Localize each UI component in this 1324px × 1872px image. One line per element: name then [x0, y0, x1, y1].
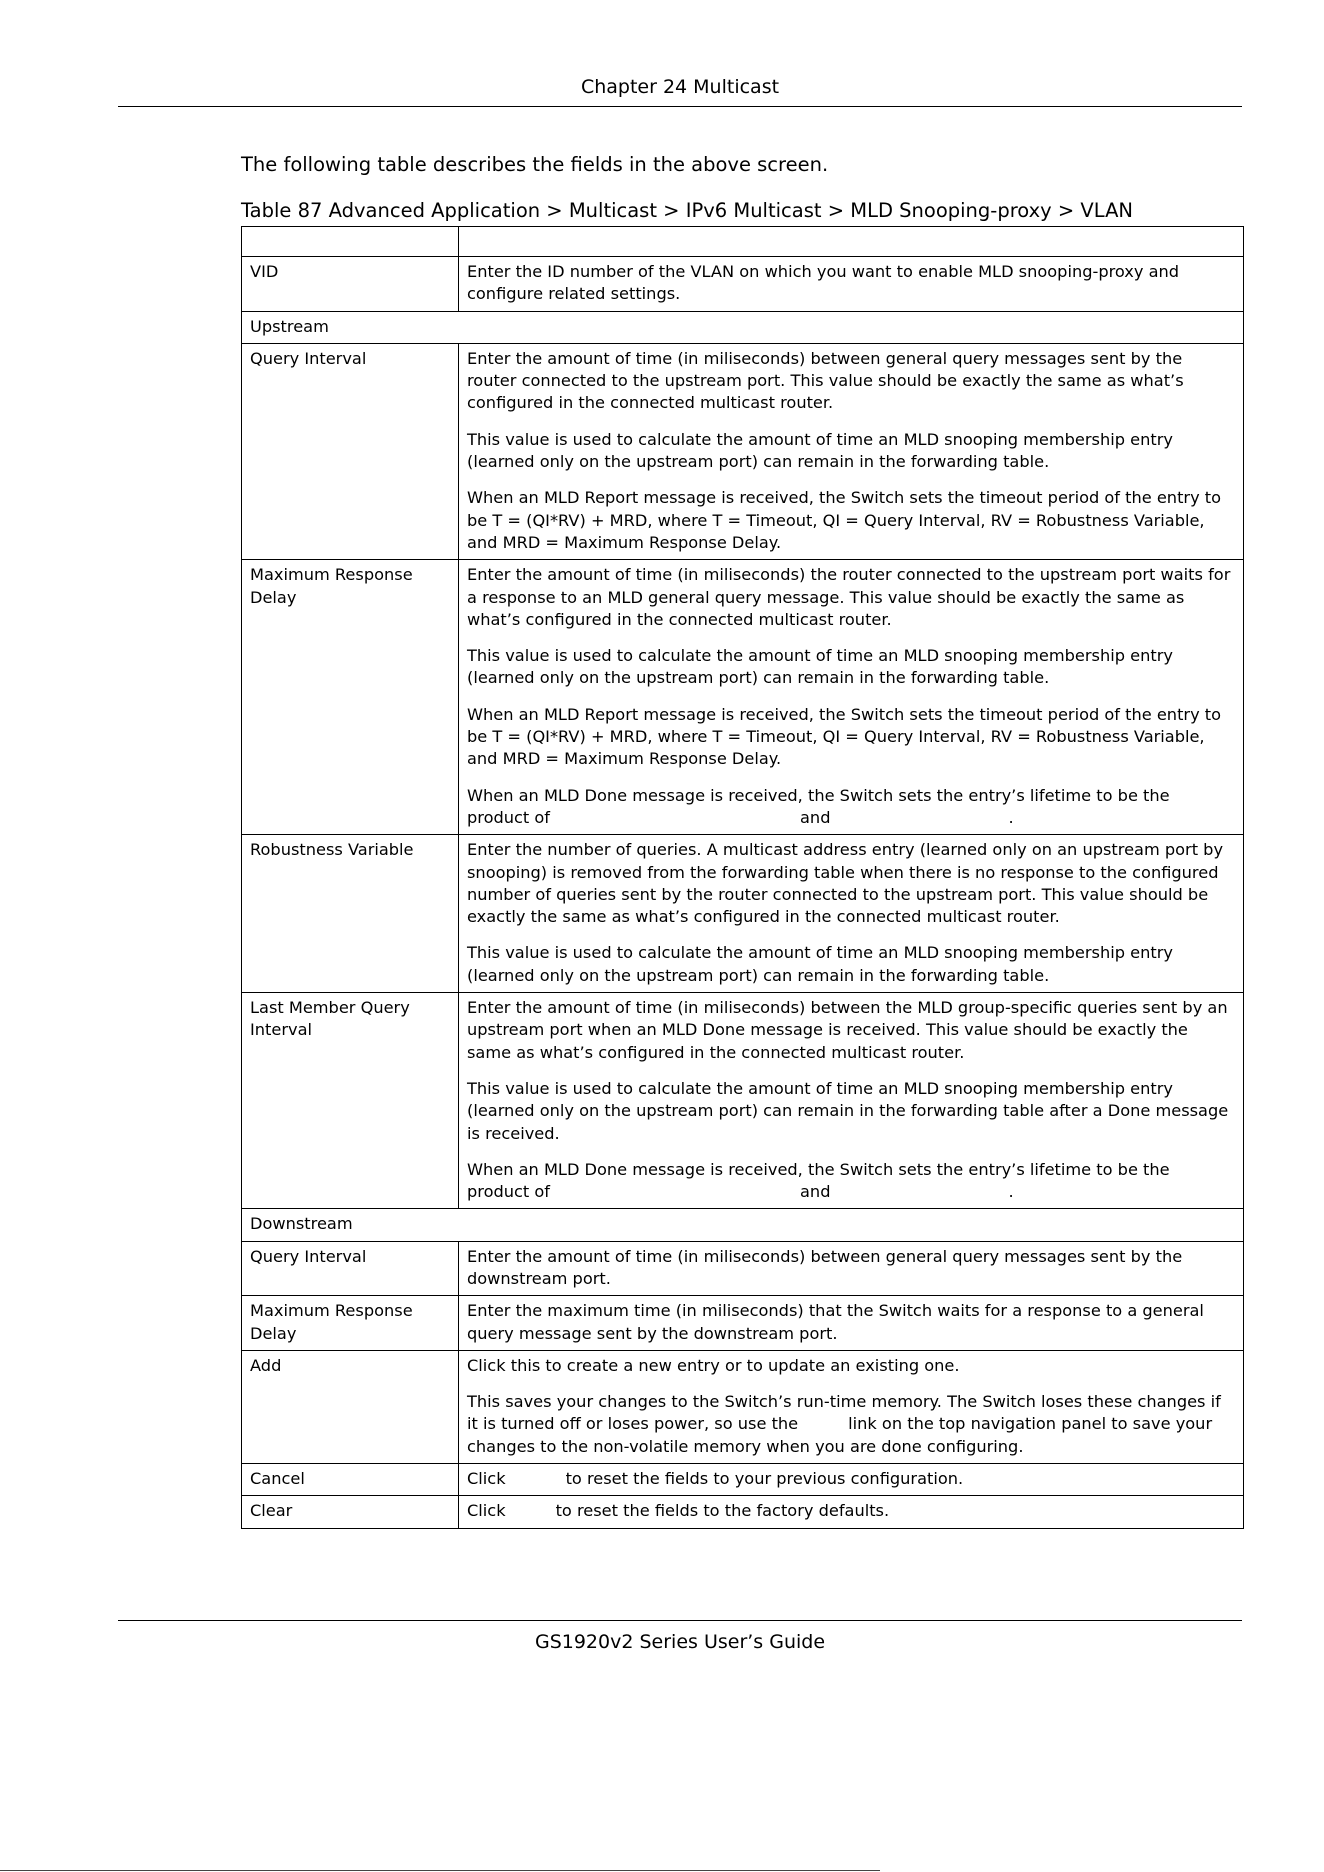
table-caption: Table 87 Advanced Application > Multicast > IPv6 Multicast > MLD Snooping-proxy > VLAN	[241, 199, 1134, 222]
text-run: .	[1008, 807, 1014, 827]
text-run: link on the top navigation panel to save your changes to the non-volatile memory when you are done configuring.	[467, 1414, 1213, 1456]
field-description	[459, 560, 1244, 835]
description-paragraph: Enter the number of queries. A multicast address entry (learned only on an upstream port by snooping) is removed from the forwarding table when there is no response to the configured number of queries sent by the router connected to the upstream port. This value should be exactly the same as what’s configured in the connected multicast router.	[467, 840, 1224, 927]
description-paragraph: This value is used to calculate the amount of time an MLD snooping membership entry (learned only on the upstream port) can remain in the forwarding table after a Done message is received.	[467, 1078, 1229, 1143]
description-paragraph	[467, 1391, 1235, 1458]
page-header	[118, 74, 1242, 107]
section-row	[242, 1209, 1244, 1241]
table-row	[242, 1296, 1244, 1351]
text-run: Click	[467, 1501, 506, 1521]
text-run: This saves your changes to the Switch’s run-time memory. The Switch loses these changes if it is turned off or loses power, so use the	[467, 1392, 1221, 1434]
field-label: Query Interval	[242, 343, 459, 559]
description-paragraph: Enter the amount of time (in miliseconds) between general query messages sent by the router connected to the upstream port. This value should be exactly the same as what’s configured in the connected multicast router.	[467, 348, 1184, 413]
scan-edge-divider	[0, 1870, 880, 1871]
section-label-downstream: Downstream	[242, 1209, 1244, 1241]
field-label: VID	[242, 257, 459, 312]
table-row	[242, 343, 1244, 559]
description-paragraph	[467, 785, 1235, 830]
field-label: Maximum Response Delay	[242, 560, 459, 835]
description-paragraph: Enter the amount of time (in miliseconds) the router connected to the upstream port waits for a response to an MLD general query message. This value should be exactly the same as what’s configured in the connected multicast router.	[467, 565, 1231, 629]
intro-text: The following table describes the fields in the above screen.	[241, 153, 829, 176]
section-label-upstream: Upstream	[242, 311, 1244, 343]
chapter-title: Chapter 24 Multicast	[580, 76, 780, 98]
text-run: to reset the fields to the factory defaults.	[555, 1501, 890, 1521]
field-description	[459, 1464, 1244, 1496]
table-row	[242, 1350, 1244, 1463]
guide-title: GS1920v2 Series User’s Guide	[534, 1631, 826, 1653]
text-run: and	[800, 807, 831, 827]
field-label: Cancel	[242, 1464, 459, 1496]
field-description	[459, 993, 1244, 1209]
text-run: and	[800, 1182, 831, 1202]
text-run: When an MLD Done message is received, the Switch sets the entry’s lifetime to be the product of	[467, 785, 1170, 827]
table-row	[242, 1241, 1244, 1296]
header-description-cell	[459, 227, 1244, 257]
page-footer	[118, 1620, 1242, 1653]
table-row	[242, 993, 1244, 1209]
text-run: to reset the fields to your previous configuration.	[565, 1469, 964, 1489]
field-label: Add	[242, 1350, 459, 1463]
table-header-row	[242, 227, 1244, 257]
section-row	[242, 311, 1244, 343]
table-row	[242, 835, 1244, 993]
table-row	[242, 1496, 1244, 1528]
description-paragraph: This value is used to calculate the amount of time an MLD snooping membership entry (learned only on the upstream port) can remain in the forwarding table.	[467, 646, 1173, 688]
field-description	[459, 1350, 1244, 1463]
text-run: .	[1008, 1182, 1014, 1202]
field-label: Query Interval	[242, 1241, 459, 1296]
description-paragraph: When an MLD Report message is received, the Switch sets the timeout period of the entry to be T = (QI*RV) + MRD, where T = Timeout, QI = Query Interval, RV = Robustness Variable, and MRD = Maximum Response Delay.	[467, 704, 1222, 769]
text-run: When an MLD Done message is received, the Switch sets the entry’s lifetime to be the product of	[467, 1159, 1170, 1202]
field-description: Enter the ID number of the VLAN on which you want to enable MLD snooping-proxy and configure related settings.	[459, 257, 1244, 312]
description-paragraph: This value is used to calculate the amount of time an MLD snooping membership entry (learned only on the upstream port) can remain in the forwarding table.	[467, 429, 1173, 472]
description-paragraph: When an MLD Report message is received, the Switch sets the timeout period of the entry to be T = (QI*RV) + MRD, where T = Timeout, QI = Query Interval, RV = Robustness Variable, and MRD = Maximum Response Delay.	[467, 488, 1222, 552]
field-description	[459, 343, 1244, 559]
field-description	[459, 1496, 1244, 1528]
header-label-cell	[242, 227, 459, 257]
description-paragraph	[467, 1159, 1235, 1204]
description-paragraph: Enter the amount of time (in miliseconds) between the MLD group-specific queries sent by an upstream port when an MLD Done message is received. This value should be exactly the same as what’s configured in the connected multicast router.	[467, 998, 1228, 1062]
field-description-table	[241, 226, 1244, 1529]
table-row	[242, 560, 1244, 835]
table-row	[242, 1464, 1244, 1496]
description-paragraph: This value is used to calculate the amount of time an MLD snooping membership entry (learned only on the upstream port) can remain in the forwarding table.	[467, 943, 1173, 985]
field-label: Maximum Response Delay	[242, 1296, 459, 1351]
table-row	[242, 257, 1244, 312]
field-label: Last Member Query Interval	[242, 993, 459, 1209]
description-paragraph: Click this to create a new entry or to update an existing one.	[467, 1355, 960, 1375]
field-description: Enter the amount of time (in miliseconds) between general query messages sent by the downstream port.	[459, 1241, 1244, 1296]
field-description: Enter the maximum time (in miliseconds) that the Switch waits for a response to a general query message sent by the downstream port.	[459, 1296, 1244, 1351]
field-label: Clear	[242, 1496, 459, 1528]
field-description	[459, 835, 1244, 993]
text-run: Click	[467, 1469, 506, 1489]
field-label: Robustness Variable	[242, 835, 459, 993]
